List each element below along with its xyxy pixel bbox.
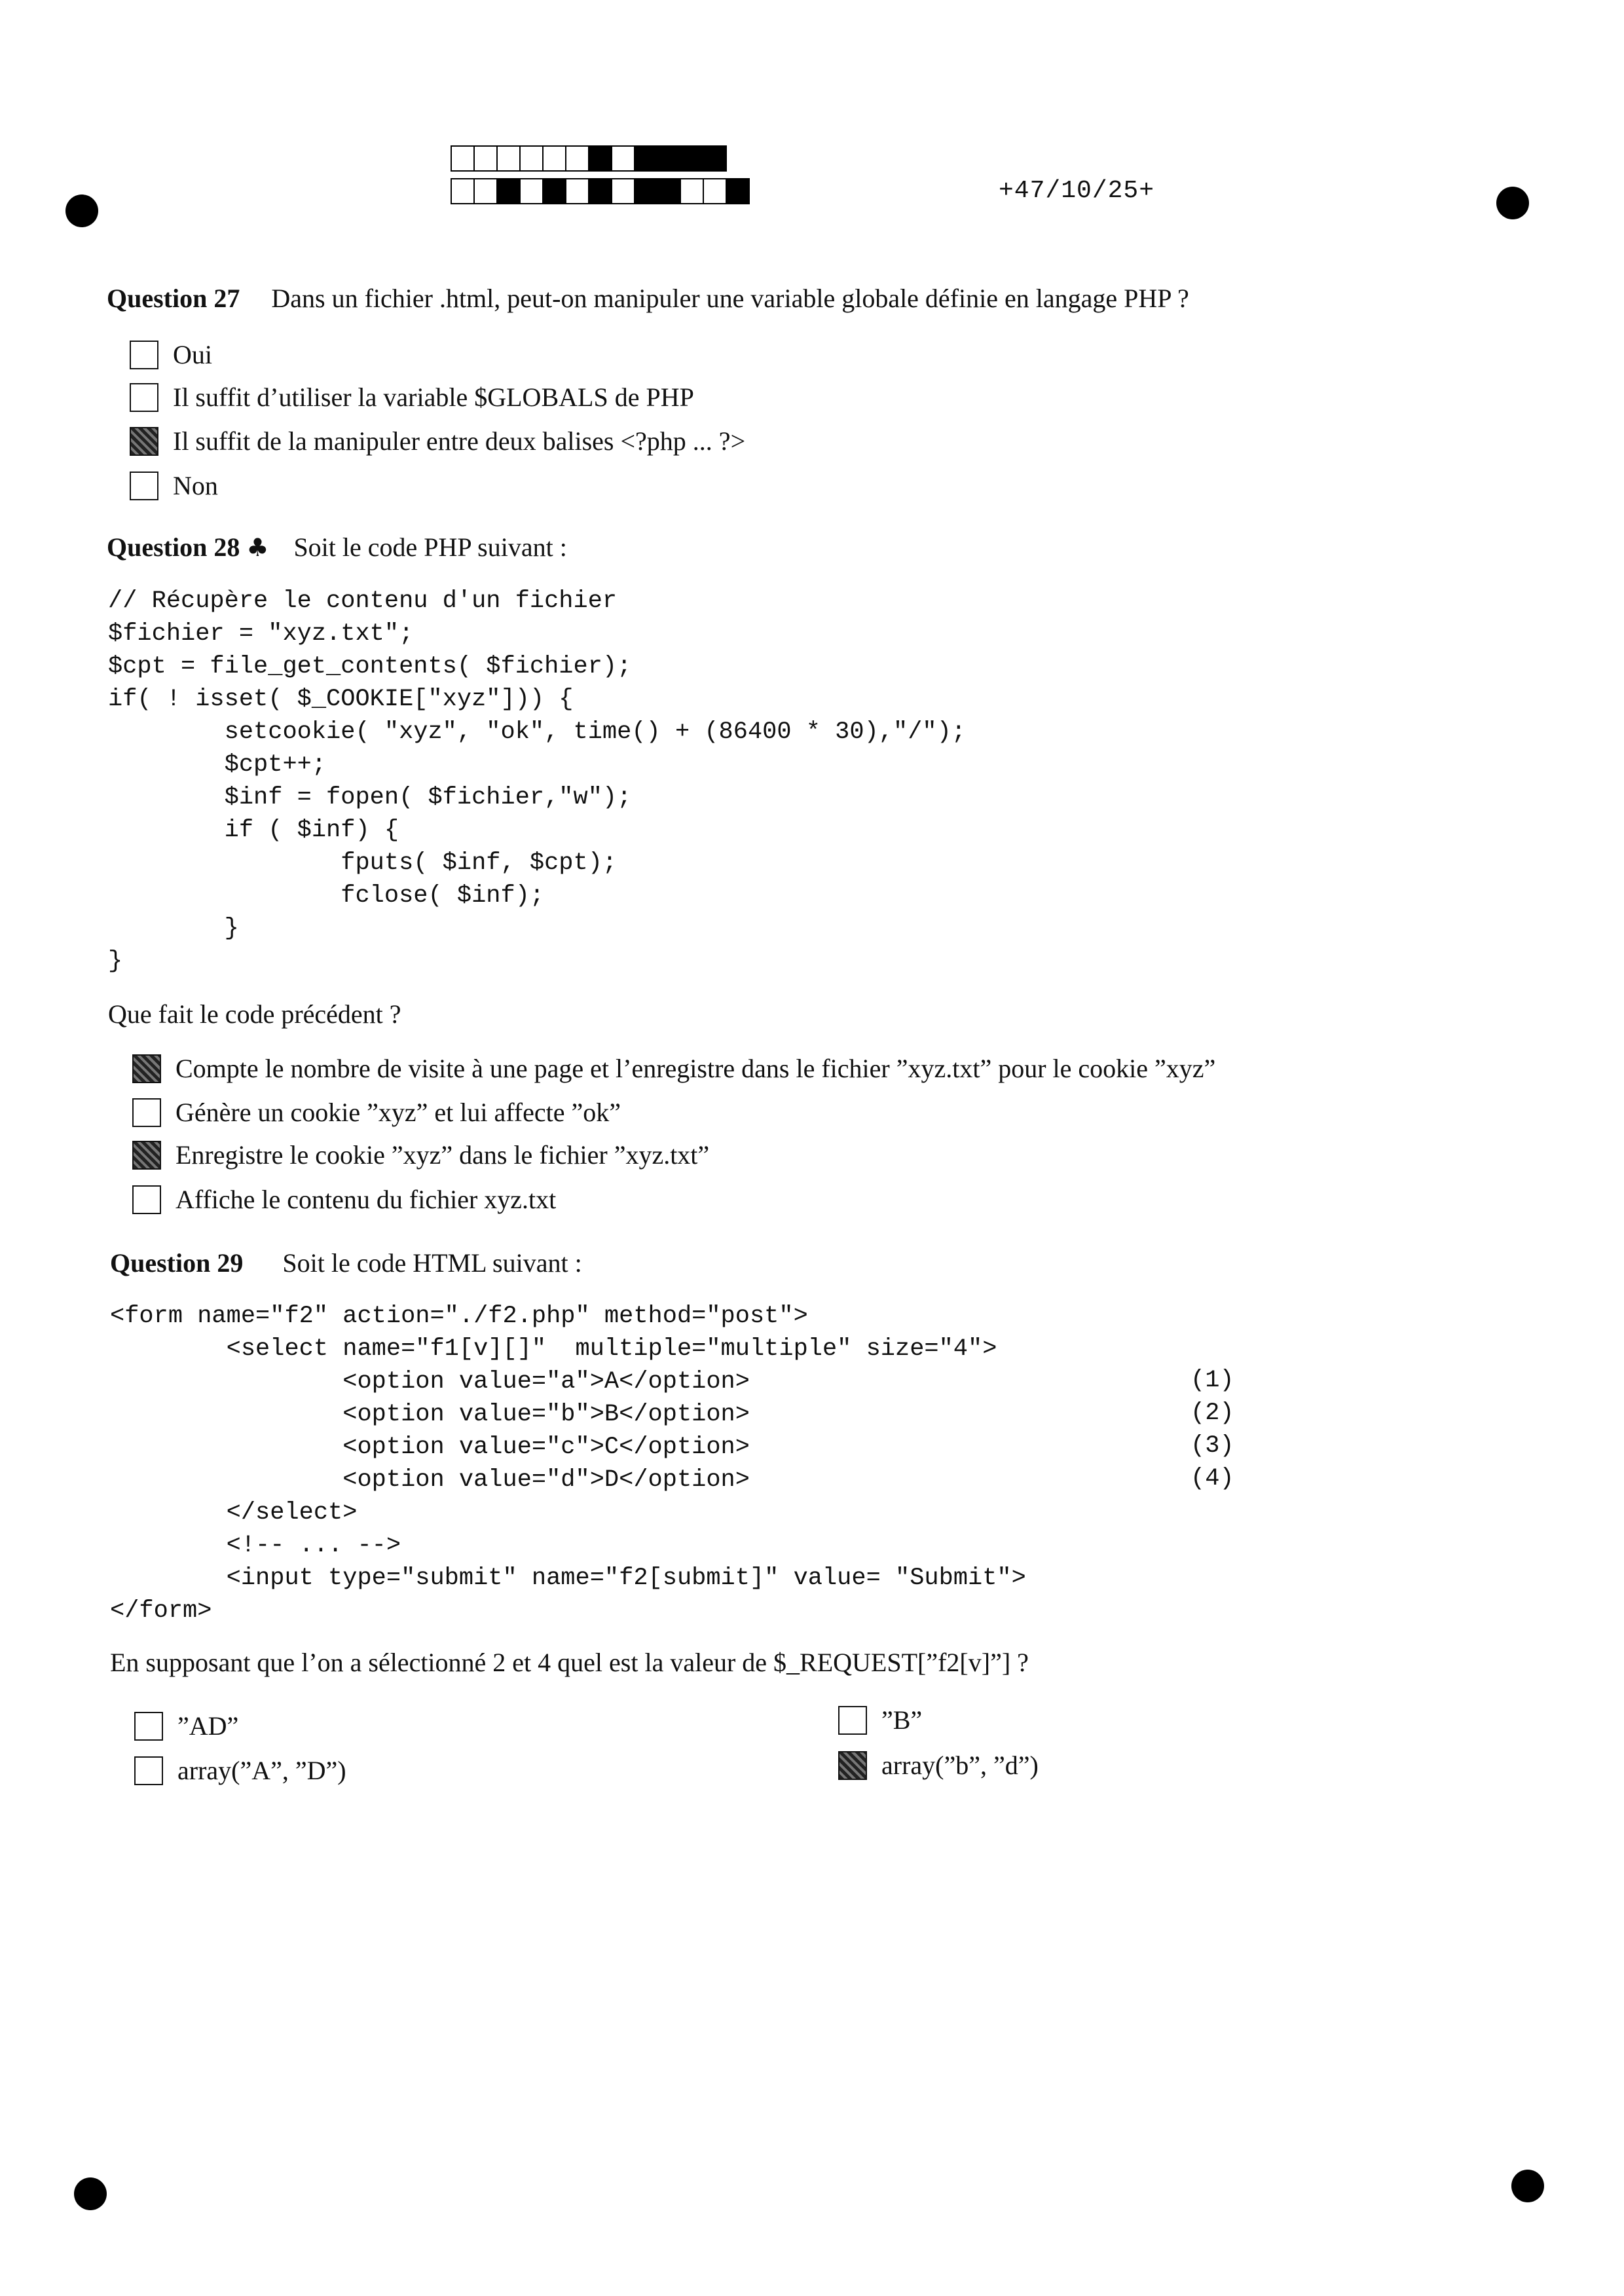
q28-option-4-text: Affiche le contenu du fichier xyz.txt (175, 1185, 557, 1214)
barcode-cell (519, 178, 544, 204)
q27-checkbox-2[interactable] (130, 383, 158, 412)
q29-option-3-text: array(”A”, ”D”) (177, 1756, 346, 1785)
q28-checkbox-4[interactable] (132, 1185, 161, 1214)
barcode-cell (703, 178, 727, 204)
q29-code-block: <form name="f2" action="./f2.php" method="post"> <select name="f1[v][]" multiple="multiple" size="4"> <option value="a">A</option> <option value="b">B</option> <option value="c">C</option> <option value="d">D</option> </select> <!-- ... --> <input type="submit" name="f2[submit]" value= "Submit"> </form> (110, 1303, 1026, 1625)
barcode-cell (519, 145, 544, 172)
q27-option-2-text: Il suffit d’utiliser la variable $GLOBALS de PHP (173, 382, 694, 412)
barcode-cell (565, 145, 589, 172)
q28-question: Que fait le code précédent ? (108, 999, 401, 1029)
q27-option-3-text: Il suffit de la manipuler entre deux balises <?php ... ?> (173, 426, 746, 456)
q28-checkbox-2[interactable] (132, 1098, 161, 1127)
q29-option-2[interactable] (838, 1705, 922, 1735)
barcode-cell (542, 178, 566, 204)
barcode-cell (588, 178, 612, 204)
q29-option-4-text: array(”b”, ”d”) (881, 1750, 1039, 1780)
barcode-cell (473, 178, 498, 204)
question-29-text: Soit le code HTML suivant : (282, 1248, 582, 1278)
q29-option-4[interactable] (838, 1750, 1039, 1781)
q28-option-1[interactable] (132, 1053, 1215, 1084)
q28-option-1-text: Compte le nombre de visite à une page et l’enregistre dans le fichier ”xyz.txt” pour le cookie ”xyz” (175, 1054, 1216, 1083)
barcode-cell (703, 145, 727, 172)
question-28-label: Question 28 (107, 532, 240, 562)
q29-checkbox-4[interactable] (838, 1751, 867, 1780)
barcode-cell (496, 145, 521, 172)
q27-option-2[interactable] (130, 382, 694, 413)
barcode-cell (588, 145, 612, 172)
q29-option-1[interactable] (134, 1711, 238, 1741)
question-29-header (110, 1248, 582, 1278)
registration-mark-top-right (1496, 187, 1529, 219)
question-27-label: Question 27 (107, 284, 240, 313)
q28-option-4[interactable] (132, 1184, 556, 1215)
page-id: +47/10/25+ (999, 177, 1155, 205)
q28-option-3[interactable] (132, 1139, 709, 1170)
question-28-text: Soit le code PHP suivant : (293, 532, 567, 562)
q29-line-number-3: (3) (1190, 1432, 1234, 1460)
club-icon: ♣ (246, 533, 269, 562)
q27-option-1-text: Oui (173, 340, 212, 369)
q29-option-1-text: ”AD” (177, 1711, 239, 1741)
q28-option-2-text: Génère un cookie ”xyz” et lui affecte ”ok” (175, 1098, 621, 1127)
barcode-cell (680, 145, 704, 172)
q28-option-3-text: Enregistre le cookie ”xyz” dans le fichier ”xyz.txt” (175, 1140, 710, 1170)
q29-question: En supposant que l’on a sélectionné 2 et 4 quel est la valeur de $_REQUEST[”f2[v]”] ? (110, 1648, 1029, 1677)
barcode-bottom (451, 178, 748, 204)
q29-checkbox-2[interactable] (838, 1706, 867, 1735)
barcode-cell (657, 178, 681, 204)
q28-checkbox-3[interactable] (132, 1141, 161, 1170)
q27-option-4[interactable] (130, 470, 218, 501)
question-28-header (107, 532, 567, 563)
registration-mark-bottom-right (1511, 2170, 1544, 2202)
q27-checkbox-4[interactable] (130, 472, 158, 500)
barcode-cell (565, 178, 589, 204)
q27-option-4-text: Non (173, 471, 218, 500)
q27-checkbox-1[interactable] (130, 341, 158, 369)
q28-option-2[interactable] (132, 1097, 621, 1128)
barcode-cell (611, 145, 635, 172)
q29-checkbox-1[interactable] (134, 1712, 163, 1741)
registration-mark-bottom-left (74, 2177, 107, 2210)
barcode-cell (611, 178, 635, 204)
barcode-top (451, 145, 726, 172)
q29-checkbox-3[interactable] (134, 1756, 163, 1785)
barcode-cell (542, 145, 566, 172)
barcode-cell (496, 178, 521, 204)
barcode-cell (726, 178, 750, 204)
barcode-cell (680, 178, 704, 204)
question-27-text: Dans un fichier .html, peut-on manipuler une variable globale définie en langage PHP ? (271, 284, 1189, 313)
barcode-cell (473, 145, 498, 172)
q27-option-3[interactable] (130, 426, 745, 456)
barcode-cell (451, 178, 475, 204)
q28-code-block: // Récupère le contenu d'un fichier $fichier = "xyz.txt"; $cpt = file_get_contents( $fichier); if( ! isset( $_COOKIE["xyz"])) { setcookie( "xyz", "ok", time() + (86400 * 30),"/"); $cpt++; $inf = fopen( $fichier,"w"); if ( $inf) { fputs( $inf, $cpt); fclose( $inf); } } (108, 587, 967, 975)
q28-checkbox-1[interactable] (132, 1054, 161, 1083)
q27-option-1[interactable] (130, 339, 212, 370)
q29-option-3[interactable] (134, 1755, 346, 1786)
barcode-cell (657, 145, 681, 172)
q29-line-number-4: (4) (1190, 1465, 1234, 1492)
registration-mark-top-left (65, 194, 98, 227)
q29-option-2-text: ”B” (881, 1705, 923, 1735)
barcode-cell (451, 145, 475, 172)
barcode-cell (634, 178, 658, 204)
q29-line-number-2: (2) (1190, 1399, 1234, 1427)
barcode-cell (634, 145, 658, 172)
question-29-label: Question 29 (110, 1248, 244, 1278)
q29-line-number-1: (1) (1190, 1367, 1234, 1394)
question-27-header (107, 283, 1189, 314)
q27-checkbox-3[interactable] (130, 427, 158, 456)
